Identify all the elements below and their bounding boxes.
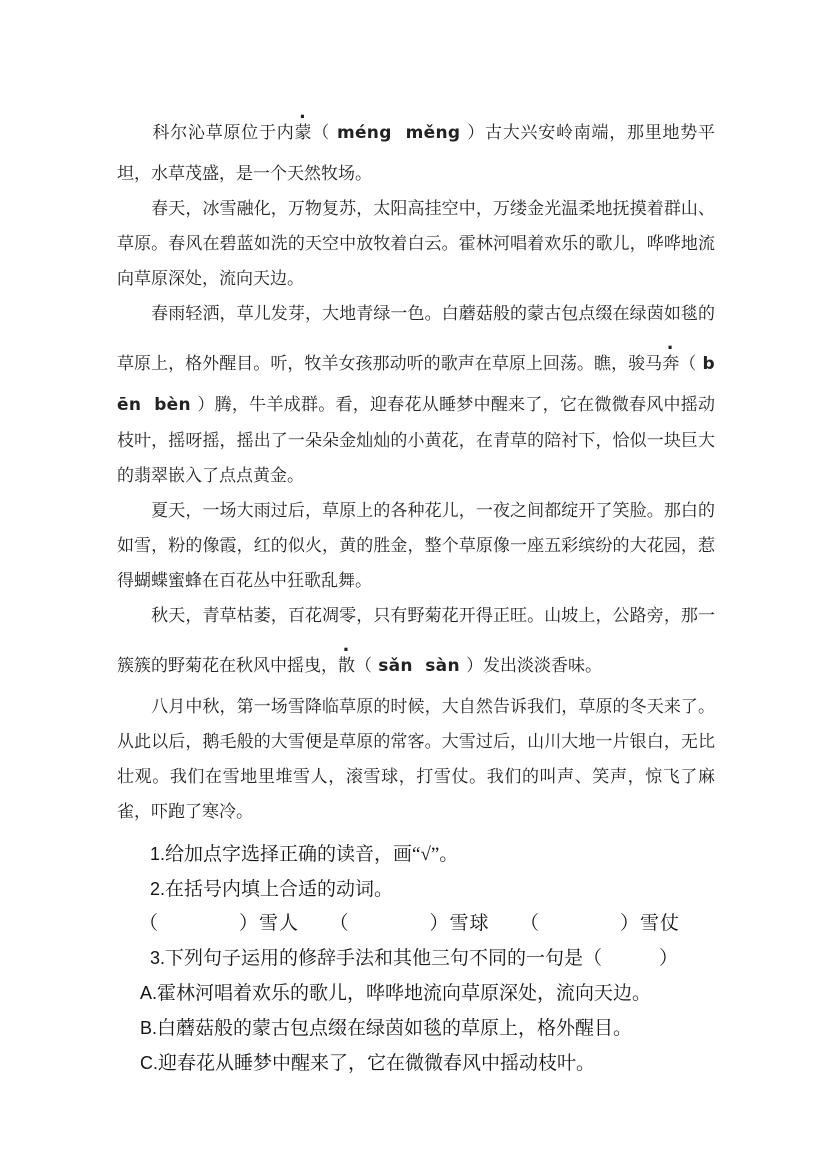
pinyin-annotation: bēn bèn — [117, 354, 716, 415]
question-3-option-a — [117, 976, 715, 1011]
option-b-label: B. — [140, 1018, 158, 1038]
passage-text: 春天，冰雪融化，万物复苏，太阳高挂空中，万缕金光温柔地抚摸着群山、草原。春风在碧蓝如洗的天空中放牧着白云。霍林河唱着欢乐的歌儿，哗哗地流向草原深处，流向天边。 — [117, 199, 715, 288]
passage-text: （ — [679, 354, 697, 373]
question-2-number: 2. — [150, 879, 166, 899]
passage-text: 八月中秋，第一场雪降临草原的时候，大自然告诉我们，草原的冬天来了。从此以后，鹅毛般的大雪便是草原的常客。大雪过后，山川大地一片银白，无比壮观。我们在雪地里堆雪人，滚雪球，打雪仗。我们的叫声、笑声，惊飞了麻雀，吓跑了寒冷。 — [117, 697, 715, 821]
question-3-number: 3. — [150, 948, 166, 968]
passage-paragraph — [117, 689, 715, 829]
passage-paragraph — [117, 598, 715, 689]
emphasized-char: · 蒙 — [294, 100, 311, 156]
passage — [117, 100, 715, 829]
question-1 — [117, 837, 715, 872]
passage-paragraph — [117, 100, 715, 191]
emphasized-char: · 散 — [338, 633, 355, 689]
questions-section — [117, 837, 715, 1081]
option-c-text: 迎春花从睡梦中醒来了，它在微微春风中摇动枝叶。 — [158, 1053, 596, 1074]
passage-text: ）腾，牛羊成群。看，迎春花从睡梦中醒来了，它在微微春风中摇动枝叶，摇呀摇，摇出了一朵朵金灿灿的小黄花，在青草的陪衬下，恰似一块巨大的翡翠嵌入了点点黄金。 — [117, 395, 716, 485]
passage-text: ）发出淡淡香味。 — [466, 656, 603, 675]
question-2-blanks: （ ）雪人 （ ）雪球 （ ）雪仗 — [139, 913, 681, 934]
passage-paragraph — [117, 296, 715, 493]
passage-paragraph — [117, 493, 715, 598]
option-a-label: A. — [140, 983, 158, 1003]
passage-text: （ — [311, 123, 330, 142]
question-1-text: 给加点字选择正确的读音，画“√”。 — [165, 844, 459, 865]
passage-paragraph — [117, 191, 715, 296]
passage-text: 春雨轻洒，草儿发芽，大地青绿一色。白蘑菇般的蒙古包点缀在绿茵如毯的草原上，格外醒目。听，牧羊女孩那动听的歌声在草原上回荡。瞧，骏马 — [117, 304, 715, 373]
worksheet-content — [117, 100, 715, 1081]
question-3-text: 下列句子运用的修辞手法和其他三句不同的一句是（ ） — [165, 948, 679, 969]
question-3-option-c — [117, 1046, 715, 1081]
question-2 — [117, 872, 715, 907]
question-1-number: 1. — [150, 844, 166, 864]
passage-text: ）古大兴安岭南端，那里地势平坦，水草茂盛，是一个天然牧场。 — [117, 123, 716, 183]
question-3 — [117, 941, 715, 976]
passage-text: 夏天，一场大雨过后，草原上的各种花儿，一夜之间都绽开了笑脸。那白的如雪，粉的像霞，红的似火，黄的胜金，整个草原像一座五彩缤纷的大花园，惹得蝴蝶蜜蜂在百花丛中狂歌乱舞。 — [117, 501, 715, 590]
pinyin-annotation: sǎn sàn — [372, 656, 467, 676]
passage-text: 科尔沁草原位于内 — [117, 123, 295, 142]
passage-text: （ — [355, 656, 372, 675]
question-2-text: 在括号内填上合适的动词。 — [165, 879, 394, 900]
option-c-label: C. — [140, 1053, 158, 1073]
option-b-text: 白蘑菇般的蒙古包点缀在绿茵如毯的草原上，格外醒目。 — [157, 1018, 633, 1039]
emphasized-char: · 奔 — [662, 331, 679, 387]
option-a-text: 霍林河唱着欢乐的歌儿，哗哗地流向草原深处，流向天边。 — [157, 983, 652, 1004]
question-3-option-b — [117, 1011, 715, 1046]
pinyin-annotation: méng měng — [329, 123, 468, 143]
passage-text: 秋天，青草枯萎，百花凋零，只有野菊花开得正旺。山坡上，公路旁，那一簇簇的野菊花在秋风中摇曳， — [117, 606, 715, 675]
